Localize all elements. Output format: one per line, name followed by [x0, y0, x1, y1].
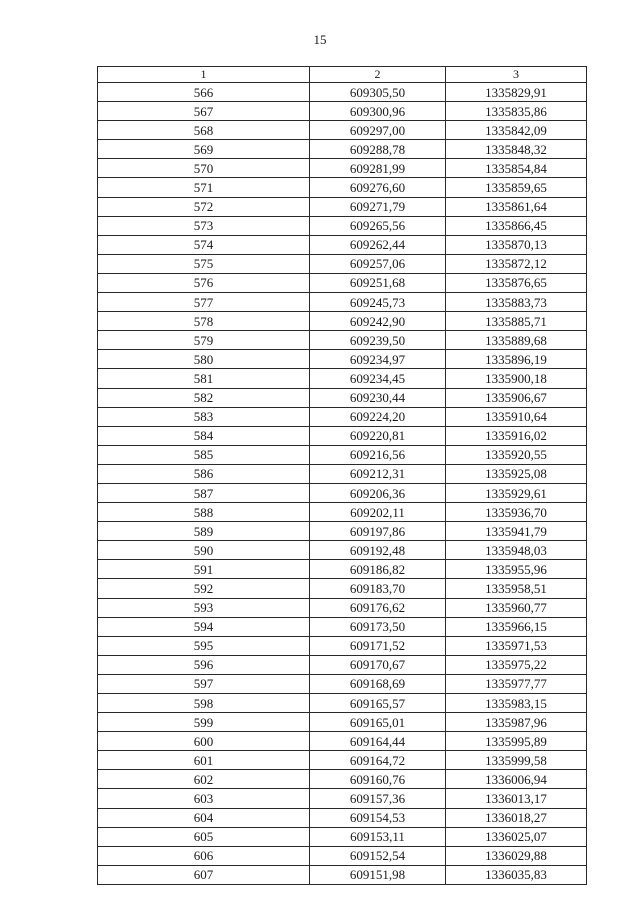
table-row — [98, 273, 587, 292]
column-header-1: 1 — [98, 67, 310, 83]
y-coordinate-cell: 1335936,70 — [446, 503, 587, 522]
table-row — [98, 732, 587, 751]
y-coordinate-cell: 1335955,96 — [446, 560, 587, 579]
table-row — [98, 216, 587, 235]
table-row — [98, 865, 587, 884]
point-number-cell: 567 — [98, 102, 310, 121]
y-coordinate-cell: 1335929,61 — [446, 483, 587, 502]
y-coordinate-cell: 1335975,22 — [446, 655, 587, 674]
table-row — [98, 713, 587, 732]
table-row — [98, 598, 587, 617]
table-row — [98, 331, 587, 350]
y-coordinate-cell: 1335906,67 — [446, 388, 587, 407]
point-number-cell: 583 — [98, 407, 310, 426]
y-coordinate-cell: 1335900,18 — [446, 369, 587, 388]
x-coordinate-cell: 609271,79 — [310, 197, 446, 216]
y-coordinate-cell: 1335910,64 — [446, 407, 587, 426]
table-row — [98, 751, 587, 770]
point-number-cell: 596 — [98, 655, 310, 674]
x-coordinate-cell: 609230,44 — [310, 388, 446, 407]
y-coordinate-cell: 1335977,77 — [446, 674, 587, 693]
point-number-cell: 598 — [98, 694, 310, 713]
y-coordinate-cell: 1335859,65 — [446, 178, 587, 197]
x-coordinate-cell: 609170,67 — [310, 655, 446, 674]
table-row — [98, 464, 587, 483]
table-row — [98, 254, 587, 273]
x-coordinate-cell: 609165,01 — [310, 713, 446, 732]
y-coordinate-cell: 1335948,03 — [446, 541, 587, 560]
table-row — [98, 503, 587, 522]
x-coordinate-cell: 609305,50 — [310, 83, 446, 102]
point-number-cell: 588 — [98, 503, 310, 522]
table-row — [98, 159, 587, 178]
point-number-cell: 607 — [98, 865, 310, 884]
table-row — [98, 770, 587, 789]
table-row — [98, 388, 587, 407]
page-number: 15 — [313, 32, 327, 47]
y-coordinate-cell: 1335854,84 — [446, 159, 587, 178]
table-row — [98, 694, 587, 713]
y-coordinate-cell: 1335866,45 — [446, 216, 587, 235]
x-coordinate-cell: 609300,96 — [310, 102, 446, 121]
table-row — [98, 483, 587, 502]
table-row — [98, 541, 587, 560]
point-number-cell: 572 — [98, 197, 310, 216]
y-coordinate-cell: 1336006,94 — [446, 770, 587, 789]
point-number-cell: 571 — [98, 178, 310, 197]
column-header-2: 2 — [310, 67, 446, 83]
table-row — [98, 789, 587, 808]
point-number-cell: 589 — [98, 522, 310, 541]
y-coordinate-cell: 1335870,13 — [446, 235, 587, 254]
x-coordinate-cell: 609224,20 — [310, 407, 446, 426]
x-coordinate-cell: 609220,81 — [310, 426, 446, 445]
y-coordinate-cell: 1335829,91 — [446, 83, 587, 102]
table-row — [98, 445, 587, 464]
point-number-cell: 581 — [98, 369, 310, 388]
y-coordinate-cell: 1335916,02 — [446, 426, 587, 445]
y-coordinate-cell: 1336029,88 — [446, 846, 587, 865]
x-coordinate-cell: 609234,97 — [310, 350, 446, 369]
point-number-cell: 587 — [98, 483, 310, 502]
table-row — [98, 407, 587, 426]
table-row — [98, 808, 587, 827]
table-body — [98, 83, 587, 885]
table-row — [98, 369, 587, 388]
point-number-cell: 602 — [98, 770, 310, 789]
point-number-cell: 604 — [98, 808, 310, 827]
table-row — [98, 617, 587, 636]
x-coordinate-cell: 609183,70 — [310, 579, 446, 598]
y-coordinate-cell: 1335889,68 — [446, 331, 587, 350]
point-number-cell: 582 — [98, 388, 310, 407]
x-coordinate-cell: 609164,44 — [310, 732, 446, 751]
point-number-cell: 585 — [98, 445, 310, 464]
y-coordinate-cell: 1336013,17 — [446, 789, 587, 808]
x-coordinate-cell: 609197,86 — [310, 522, 446, 541]
table-row — [98, 83, 587, 102]
point-number-cell: 603 — [98, 789, 310, 808]
x-coordinate-cell: 609251,68 — [310, 273, 446, 292]
point-number-cell: 593 — [98, 598, 310, 617]
y-coordinate-cell: 1335920,55 — [446, 445, 587, 464]
point-number-cell: 594 — [98, 617, 310, 636]
x-coordinate-cell: 609165,57 — [310, 694, 446, 713]
y-coordinate-cell: 1335983,15 — [446, 694, 587, 713]
table-row — [98, 121, 587, 140]
x-coordinate-cell: 609262,44 — [310, 235, 446, 254]
point-number-cell: 600 — [98, 732, 310, 751]
table-row — [98, 178, 587, 197]
point-number-cell: 606 — [98, 846, 310, 865]
y-coordinate-cell: 1335848,32 — [446, 140, 587, 159]
y-coordinate-cell: 1335987,96 — [446, 713, 587, 732]
x-coordinate-cell: 609206,36 — [310, 483, 446, 502]
x-coordinate-cell: 609234,45 — [310, 369, 446, 388]
y-coordinate-cell: 1335925,08 — [446, 464, 587, 483]
x-coordinate-cell: 609288,78 — [310, 140, 446, 159]
table-row — [98, 579, 587, 598]
x-coordinate-cell: 609245,73 — [310, 293, 446, 312]
y-coordinate-cell: 1335966,15 — [446, 617, 587, 636]
x-coordinate-cell: 609176,62 — [310, 598, 446, 617]
table-row — [98, 140, 587, 159]
x-coordinate-cell: 609297,00 — [310, 121, 446, 140]
table-row — [98, 312, 587, 331]
y-coordinate-cell: 1335835,86 — [446, 102, 587, 121]
x-coordinate-cell: 609186,82 — [310, 560, 446, 579]
x-coordinate-cell: 609154,53 — [310, 808, 446, 827]
x-coordinate-cell: 609151,98 — [310, 865, 446, 884]
point-number-cell: 595 — [98, 636, 310, 655]
table-row — [98, 522, 587, 541]
point-number-cell: 592 — [98, 579, 310, 598]
x-coordinate-cell: 609242,90 — [310, 312, 446, 331]
x-coordinate-cell: 609212,31 — [310, 464, 446, 483]
y-coordinate-cell: 1335876,65 — [446, 273, 587, 292]
point-number-cell: 575 — [98, 254, 310, 273]
x-coordinate-cell: 609171,52 — [310, 636, 446, 655]
y-coordinate-cell: 1336018,27 — [446, 808, 587, 827]
point-number-cell: 590 — [98, 541, 310, 560]
table-row — [98, 674, 587, 693]
x-coordinate-cell: 609160,76 — [310, 770, 446, 789]
x-coordinate-cell: 609152,54 — [310, 846, 446, 865]
y-coordinate-cell: 1335958,51 — [446, 579, 587, 598]
x-coordinate-cell: 609202,11 — [310, 503, 446, 522]
table-row — [98, 426, 587, 445]
point-number-cell: 601 — [98, 751, 310, 770]
table-row — [98, 827, 587, 846]
y-coordinate-cell: 1336025,07 — [446, 827, 587, 846]
point-number-cell: 578 — [98, 312, 310, 331]
point-number-cell: 605 — [98, 827, 310, 846]
y-coordinate-cell: 1335885,71 — [446, 312, 587, 331]
point-number-cell: 573 — [98, 216, 310, 235]
x-coordinate-cell: 609257,06 — [310, 254, 446, 273]
point-number-cell: 597 — [98, 674, 310, 693]
y-coordinate-cell: 1335960,77 — [446, 598, 587, 617]
y-coordinate-cell: 1335941,79 — [446, 522, 587, 541]
point-number-cell: 580 — [98, 350, 310, 369]
table-row — [98, 846, 587, 865]
point-number-cell: 566 — [98, 83, 310, 102]
x-coordinate-cell: 609276,60 — [310, 178, 446, 197]
table-row — [98, 655, 587, 674]
point-number-cell: 577 — [98, 293, 310, 312]
table-row — [98, 197, 587, 216]
table-row — [98, 102, 587, 121]
column-header-3: 3 — [446, 67, 587, 83]
point-number-cell: 570 — [98, 159, 310, 178]
y-coordinate-cell: 1335999,58 — [446, 751, 587, 770]
point-number-cell: 576 — [98, 273, 310, 292]
x-coordinate-cell: 609173,50 — [310, 617, 446, 636]
point-number-cell: 586 — [98, 464, 310, 483]
y-coordinate-cell: 1336035,83 — [446, 865, 587, 884]
y-coordinate-cell: 1335842,09 — [446, 121, 587, 140]
point-number-cell: 591 — [98, 560, 310, 579]
x-coordinate-cell: 609164,72 — [310, 751, 446, 770]
y-coordinate-cell: 1335861,64 — [446, 197, 587, 216]
x-coordinate-cell: 609168,69 — [310, 674, 446, 693]
x-coordinate-cell: 609153,11 — [310, 827, 446, 846]
table-row — [98, 350, 587, 369]
x-coordinate-cell: 609281,99 — [310, 159, 446, 178]
table-row — [98, 293, 587, 312]
y-coordinate-cell: 1335883,73 — [446, 293, 587, 312]
point-number-cell: 569 — [98, 140, 310, 159]
x-coordinate-cell: 609216,56 — [310, 445, 446, 464]
x-coordinate-cell: 609192,48 — [310, 541, 446, 560]
point-number-cell: 584 — [98, 426, 310, 445]
table-row — [98, 235, 587, 254]
table-row — [98, 636, 587, 655]
point-number-cell: 574 — [98, 235, 310, 254]
table-header-row — [98, 67, 587, 83]
y-coordinate-cell: 1335995,89 — [446, 732, 587, 751]
y-coordinate-cell: 1335971,53 — [446, 636, 587, 655]
y-coordinate-cell: 1335872,12 — [446, 254, 587, 273]
y-coordinate-cell: 1335896,19 — [446, 350, 587, 369]
x-coordinate-cell: 609157,36 — [310, 789, 446, 808]
x-coordinate-cell: 609265,56 — [310, 216, 446, 235]
coordinates-table — [97, 66, 587, 885]
point-number-cell: 568 — [98, 121, 310, 140]
table-row — [98, 560, 587, 579]
x-coordinate-cell: 609239,50 — [310, 331, 446, 350]
point-number-cell: 579 — [98, 331, 310, 350]
point-number-cell: 599 — [98, 713, 310, 732]
